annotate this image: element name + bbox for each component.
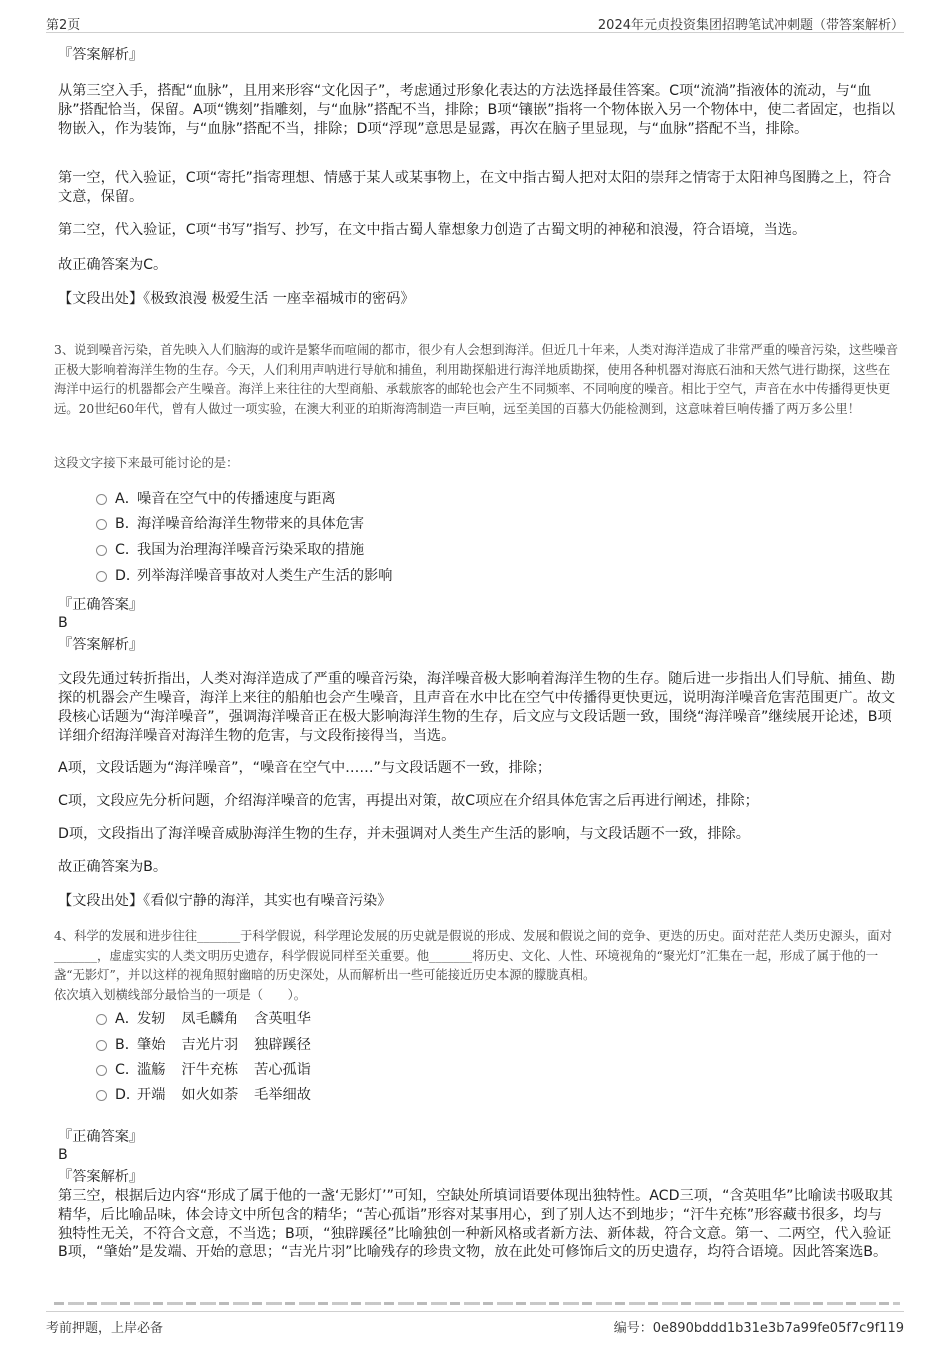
q3-correct-answer: B — [58, 615, 68, 631]
radio-icon[interactable] — [96, 571, 107, 582]
q3-analysis-para-3: C项，文段应先分析问题，介绍海洋噪音的危害，再提出对策，故C项应在介绍具体危害之后再进行阐述，排除； — [58, 793, 759, 809]
q4-option-c[interactable]: C．滥觞 汗牛充栋 苦心孤诣 — [96, 1059, 596, 1081]
q4-stem: 4、科学的发展和进步往往_______于科学假说，科学理论发展的历史就是假说的形成、发展和假说之间的竞争、更迭的历史。面对茫茫人类历史源头，面对_______，虚虚实实的人类文明历史遗存，科学假说同样至关重要。他_______将历史、文化、人性、环境视角的“聚光灯”汇集在一起，形成了属于他的一盏“无影灯”，并以这样的视角照射幽暗的历史深处，从而解析出一些可能接近历史本源的朦胧真相。 — [54, 929, 892, 983]
page-header — [46, 10, 904, 33]
q3-option-d[interactable]: D．列举海洋噪音事故对人类生产生活的影响 — [96, 565, 596, 587]
radio-icon[interactable] — [96, 545, 107, 556]
q3-option-c[interactable]: C．我国为治理海洋噪音污染采取的措施 — [96, 539, 596, 561]
q4-option-d[interactable]: D．开端 如火如荼 毛举细故 — [96, 1084, 596, 1106]
radio-icon[interactable] — [96, 1090, 107, 1101]
page-number: 第2页 — [46, 18, 81, 33]
q3-answer-line: 故正确答案为B。 — [58, 859, 168, 875]
radio-icon[interactable] — [96, 1065, 107, 1076]
q3-analysis-para-1: 文段先通过转折指出，人类对海洋造成了严重的噪音污染，海洋噪音极大影响着海洋生物的生存。随后进一步指出人们导航、捕鱼、勘探的机器会产生噪音，海洋上来往的船舶也会产生噪音，且声音在水中比在空气中传播得更快更远，说明海洋噪音危害范围更广。故文段核心话题为“海洋噪音”，强调海洋噪音正在极大影响海洋生物的生存，后文应与文段话题一致，围绕“海洋噪音”继续展开论述，B项详细介绍海洋噪音对海洋生物的危害，与文段衔接得当，当选。 — [58, 671, 896, 744]
q2-analysis-para-1: 从第三空入手，搭配“血脉”，且用来形容“文化因子”，考虑通过形象化表达的方法选择最佳答案。C项“流淌”指液体的流动，与“血脉”搭配恰当，保留。A项“镌刻”指雕刻，与“血脉”搭配不当，排除；B项“镶嵌”指将一个物体嵌入另一个物体中，使二者固定，也指以物嵌入，作为装饰，与“血脉”搭配不当，排除；D项“浮现”意思是显露，再次在脑子里显现，与“血脉”搭配不当，排除。 — [58, 83, 896, 137]
q2-answer-line: 故正确答案为C。 — [58, 257, 168, 273]
q4-analysis-label: 『答案解析』 — [58, 1169, 144, 1185]
q3-option-b[interactable]: B．海洋噪音给海洋生物带来的具体危害 — [96, 513, 596, 535]
q2-analysis-para-2: 第一空，代入验证，C项“寄托”指寄理想、情感于某人或某事物上，在文中指古蜀人把对太阳的崇拜之情寄于太阳神鸟图腾之上，符合文意，保留。 — [58, 170, 892, 205]
q4-option-b[interactable]: B．肇始 吉光片羽 独辟蹊径 — [96, 1034, 596, 1056]
q2-analysis-para-3: 第二空，代入验证，C项“书写”指写、抄写，在文中指古蜀人靠想象力创造了古蜀文明的神秘和浪漫，符合语境，当选。 — [58, 222, 807, 238]
q4-analysis: 第三空，根据后边内容“形成了属于他的一盏‘无影灯’”可知，空缺处所填词语要体现出独特性。ACD三项，“含英咀华”比喻读书吸取其精华，后比喻品味，体会诗文中所包含的精华；“苦心孤诣”形容对某事用心，到了别人达不到地步；“汗牛充栋”形容藏书很多，均与独特性无关，不符合文意，不当选；B项，“独辟蹊径”比喻独创一种新风格或者新方法、新体裁，符合文意。第一、二两空，代入验证B项，“肇始”是发端、开始的意思；“吉光片羽”比喻残存的珍贵文物，放在此处可修饰后文的历史遗存，均符合语境。因此答案选B。 — [58, 1188, 893, 1261]
q3-analysis-para-2: A项，文段话题为“海洋噪音”，“噪音在空气中……”与文段话题不一致，排除； — [58, 760, 552, 776]
footer-slogan: 考前押题，上岸必备 — [46, 1321, 164, 1336]
q4-correct-label: 『正确答案』 — [58, 1129, 144, 1145]
q2-analysis-label: 『答案解析』 — [58, 47, 144, 63]
q2-source: 【文段出处】《极致浪漫 极爱生活 一座幸福城市的密码》 — [58, 291, 415, 307]
document-title: 2024年元贞投资集团招聘笔试冲刺题（带答案解析） — [597, 18, 904, 33]
radio-icon[interactable] — [96, 494, 107, 505]
q3-correct-label: 『正确答案』 — [58, 597, 144, 613]
q4-prompt: 依次填入划横线部分最恰当的一项是（ ）。 — [54, 988, 307, 1002]
page-footer — [46, 1311, 904, 1336]
radio-icon[interactable] — [96, 1014, 107, 1025]
q3-source: 【文段出处】《看似宁静的海洋，其实也有噪音污染》 — [58, 893, 392, 909]
q3-analysis-para-4: D项，文段指出了海洋噪音威胁海洋生物的生存，并未强调对人类生产生活的影响，与文段话题不一致，排除。 — [58, 826, 750, 842]
radio-icon[interactable] — [96, 519, 107, 530]
q3-analysis-label: 『答案解析』 — [58, 637, 144, 653]
cropped-text-line — [54, 1299, 900, 1307]
radio-icon[interactable] — [96, 1040, 107, 1051]
document-code: 编号：0e890bddd1b31e3b7a99fe05f7c9f119 — [613, 1321, 904, 1336]
q3-prompt: 这段文字接下来最可能讨论的是： — [54, 456, 239, 470]
q3-stem: 3、说到噪音污染，首先映入人们脑海的或许是繁华而喧闹的都市，很少有人会想到海洋。但近几十年来，人类对海洋造成了非常严重的噪音污染，这些噪音正极大影响着海洋生物的生存。今天，人们利用声呐进行导航和捕鱼，利用勘探船进行海洋地质勘探，使用各种机器对海底石油和天然气进行勘探，这些在海洋中运行的机器都会产生噪音。海洋上来往往的大型商船、承载旅客的邮轮也会产生不同频率、不同响度的噪音。相比于空气，声音在水中传播得更快更远。20世纪60年代，曾有人做过一项实验，在澳大利亚的珀斯海湾制造一声巨响，远至美国的百慕大仍能检测到，这意味着巨响传播了两万多公里！ — [54, 343, 899, 416]
q3-option-a[interactable]: A．噪音在空气中的传播速度与距离 — [96, 488, 596, 510]
q4-correct-answer: B — [58, 1147, 68, 1163]
q4-option-a[interactable]: A．发轫 凤毛麟角 含英咀华 — [96, 1008, 596, 1030]
